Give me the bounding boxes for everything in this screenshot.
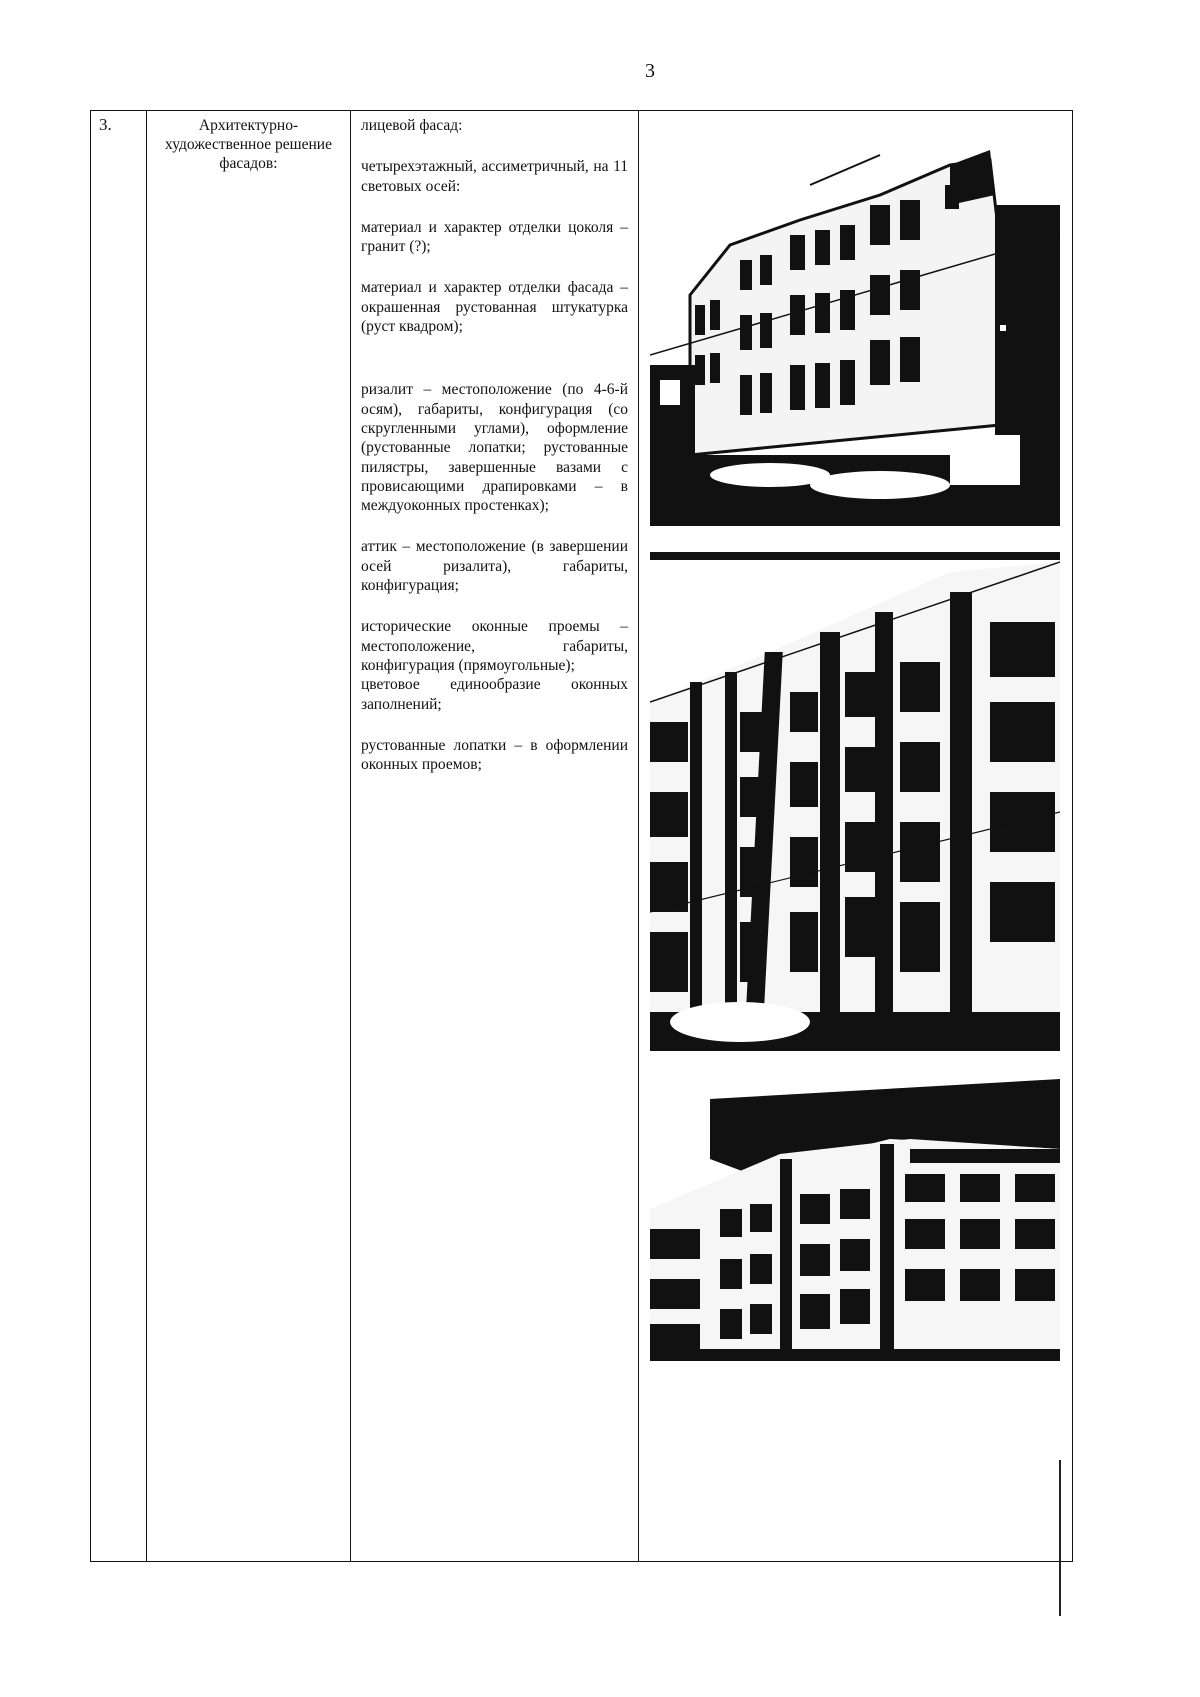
row-title-cell: [147, 111, 351, 1562]
row-number: 3.: [99, 115, 112, 134]
facade-photo-3: [650, 1079, 1060, 1361]
paragraph-window-color: цветовое единообразие оконных заполнений;: [361, 676, 628, 713]
paragraph-attic: аттик – местоположение (в завершении осей ризалита), габариты, конфигурация;: [361, 538, 628, 595]
paragraph-risalit: ризалит – местоположение (по 4-6-й осям), габариты, конфигурация (со скругленными углами), оформление (рустованные лопатки; рустованные пилястры, завершенные вазами с провисающими драпировками – в междуоконных простенках);: [361, 381, 628, 515]
paragraph-floors: четырехэтажный, ассиметричный, на 11 световых осей:: [361, 158, 628, 195]
facade-photo-1: [650, 125, 1060, 526]
protection-subject-table: [90, 110, 1073, 1562]
paragraph-plinth: материал и характер отделки цоколя – гранит (?);: [361, 218, 628, 256]
description-text: [351, 111, 638, 774]
row-title: Архитектурно-художественное решение фасадов:: [165, 117, 332, 172]
photo-cell: [639, 111, 1073, 1562]
paragraph-pilasters: рустованные лопатки – в оформлении оконных проемов;: [361, 736, 628, 774]
page-number: 3: [645, 60, 655, 82]
table-row: [91, 111, 1073, 1562]
paragraph-windows: исторические оконные проемы – местоположение, габариты, конфигурация (прямоугольные);: [361, 618, 628, 674]
paragraph-facade: лицевой фасад:: [361, 117, 463, 134]
scan-artifact-line: [1059, 1460, 1061, 1616]
row-number-cell: [91, 111, 147, 1562]
paragraph-finish: материал и характер отделки фасада – окрашенная рустованная штукатурка (руст квадром);: [361, 279, 628, 336]
facade-photo-2: [650, 552, 1060, 1051]
description-cell: [351, 111, 639, 1562]
